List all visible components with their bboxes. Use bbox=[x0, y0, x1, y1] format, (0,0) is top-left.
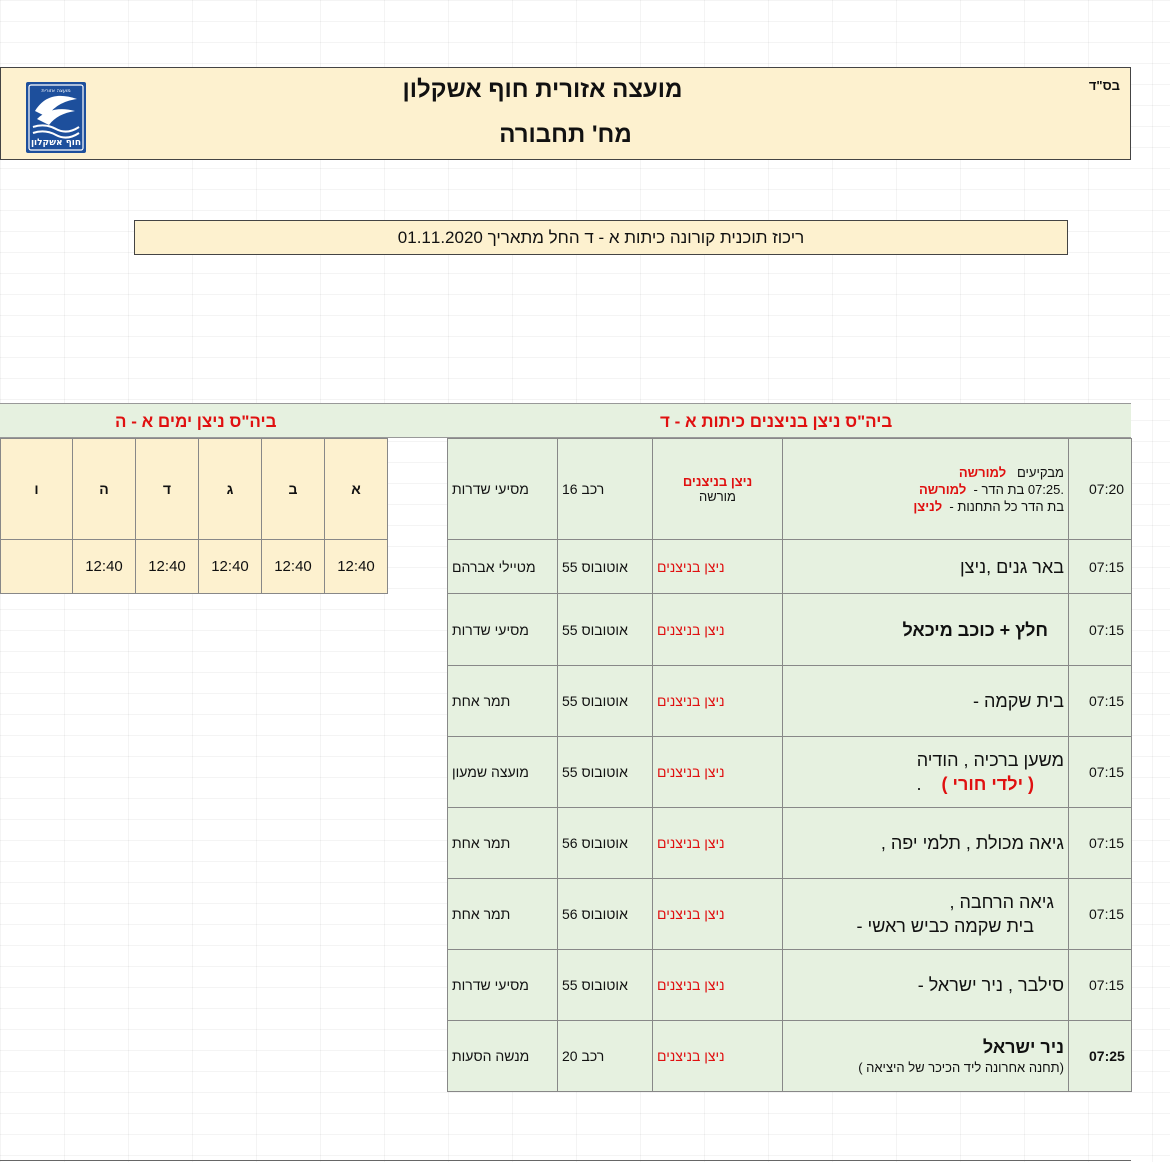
transport-company: תמר אחת bbox=[448, 879, 558, 950]
destination-school: ניצן בניצנים bbox=[653, 950, 783, 1021]
route-stops: משען ברכיה , הודיה ( ילדי חורי ) . bbox=[783, 737, 1069, 808]
plan-banner: ריכוז תוכנית קורונה כיתות א - ד החל מתאריך 01.11.2020 bbox=[134, 220, 1068, 255]
page-title: מועצה אזורית חוף אשקלון bbox=[402, 76, 683, 103]
destination-school: ניצן בניצנים bbox=[653, 879, 783, 950]
day-header: ד bbox=[136, 439, 199, 540]
vehicle: אוטובוס 56 bbox=[558, 879, 653, 950]
return-time: 12:40 bbox=[199, 540, 262, 594]
departure-time: 07:15 bbox=[1069, 879, 1132, 950]
destination-school: ניצן בניצנים bbox=[653, 666, 783, 737]
departure-time: 07:15 bbox=[1069, 540, 1132, 594]
departure-time: 07:20 bbox=[1069, 439, 1132, 540]
table-row bbox=[448, 540, 1132, 594]
table-row bbox=[448, 808, 1132, 879]
table-row bbox=[448, 1021, 1132, 1092]
destination-school: ניצן בניצנים bbox=[653, 808, 783, 879]
return-time: 12:40 bbox=[262, 540, 325, 594]
departure-time: 07:15 bbox=[1069, 808, 1132, 879]
table-row bbox=[448, 950, 1132, 1021]
destination-school: ניצן בניצנים bbox=[653, 1021, 783, 1092]
transport-company: מסיעי שדרות bbox=[448, 594, 558, 666]
departure-time: 07:15 bbox=[1069, 737, 1132, 808]
svg-text:חוף אשקלון: חוף אשקלון bbox=[30, 138, 82, 148]
day-header: ה bbox=[73, 439, 136, 540]
route-stops: חלץ + כוכב מיכאל bbox=[783, 594, 1069, 666]
section-header-bar bbox=[0, 403, 1131, 438]
transport-company: תמר אחת bbox=[448, 666, 558, 737]
days-time-row bbox=[1, 540, 388, 594]
return-time bbox=[1, 540, 73, 594]
department-title: מח' תחבורה bbox=[499, 121, 632, 148]
route-stops: בית שקמה - bbox=[783, 666, 1069, 737]
school-grades-title: ביה"ס ניצן בניצנים כיתות א - ד bbox=[660, 412, 893, 431]
vehicle: אוטובוס 56 bbox=[558, 808, 653, 879]
destination-school: ניצן בניצנים מורשה bbox=[653, 439, 783, 540]
departure-time: 07:15 bbox=[1069, 594, 1132, 666]
return-time: 12:40 bbox=[136, 540, 199, 594]
return-time: 12:40 bbox=[325, 540, 388, 594]
school-days-title: ביה"ס ניצן ימים א - ה bbox=[115, 412, 277, 431]
return-time: 12:40 bbox=[73, 540, 136, 594]
transport-company: מסיעי שדרות bbox=[448, 439, 558, 540]
destination-school: ניצן בניצנים bbox=[653, 540, 783, 594]
vehicle: אוטובוס 55 bbox=[558, 666, 653, 737]
besd-mark: בס"ד bbox=[1088, 78, 1120, 93]
return-days-table bbox=[0, 438, 388, 594]
table-row bbox=[448, 594, 1132, 666]
day-header: א bbox=[325, 439, 388, 540]
route-stops: גיאה מכולת , תלמי יפה , bbox=[783, 808, 1069, 879]
vehicle: אוטובוס 55 bbox=[558, 737, 653, 808]
departure-time: 07:25 bbox=[1069, 1021, 1132, 1092]
days-header-row bbox=[1, 439, 388, 540]
transport-company: מנשה הסעות bbox=[448, 1021, 558, 1092]
transport-company: תמר אחת bbox=[448, 808, 558, 879]
svg-text:מועצה אזורית: מועצה אזורית bbox=[41, 88, 71, 94]
vehicle: אוטובוס 55 bbox=[558, 594, 653, 666]
transport-schedule-table bbox=[447, 438, 1132, 1092]
page-bottom-divider bbox=[0, 1160, 1131, 1161]
route-stops: באר גנים ,ניצן bbox=[783, 540, 1069, 594]
council-logo-icon bbox=[25, 81, 87, 154]
route-stops: מבקיעים למורשה .07:25 בת הדר - למורשה בת הדר כל התחנות - לניצן bbox=[783, 439, 1069, 540]
transport-company: מטיילי אברהם bbox=[448, 540, 558, 594]
day-header: ב bbox=[262, 439, 325, 540]
table-row bbox=[448, 879, 1132, 950]
destination-school: ניצן בניצנים bbox=[653, 594, 783, 666]
table-row bbox=[448, 439, 1132, 540]
vehicle: רכב 20 bbox=[558, 1021, 653, 1092]
header-banner bbox=[0, 67, 1131, 160]
departure-time: 07:15 bbox=[1069, 950, 1132, 1021]
route-stops: ניר ישראל (תחנה אחרונה ליד הכיכר של היציאה ) bbox=[783, 1021, 1069, 1092]
route-stops: גיאה הרחבה , בית שקמה כביש ראשי - bbox=[783, 879, 1069, 950]
table-row bbox=[448, 666, 1132, 737]
vehicle: רכב 16 bbox=[558, 439, 653, 540]
departure-time: 07:15 bbox=[1069, 666, 1132, 737]
route-stops: סילבר , ניר ישראל - bbox=[783, 950, 1069, 1021]
day-header: ו bbox=[1, 439, 73, 540]
destination-school: ניצן בניצנים bbox=[653, 737, 783, 808]
table-row bbox=[448, 737, 1132, 808]
transport-company: מועצה שמעון bbox=[448, 737, 558, 808]
day-header: ג bbox=[199, 439, 262, 540]
vehicle: אוטובוס 55 bbox=[558, 950, 653, 1021]
transport-company: מסיעי שדרות bbox=[448, 950, 558, 1021]
vehicle: אוטובוס 55 bbox=[558, 540, 653, 594]
